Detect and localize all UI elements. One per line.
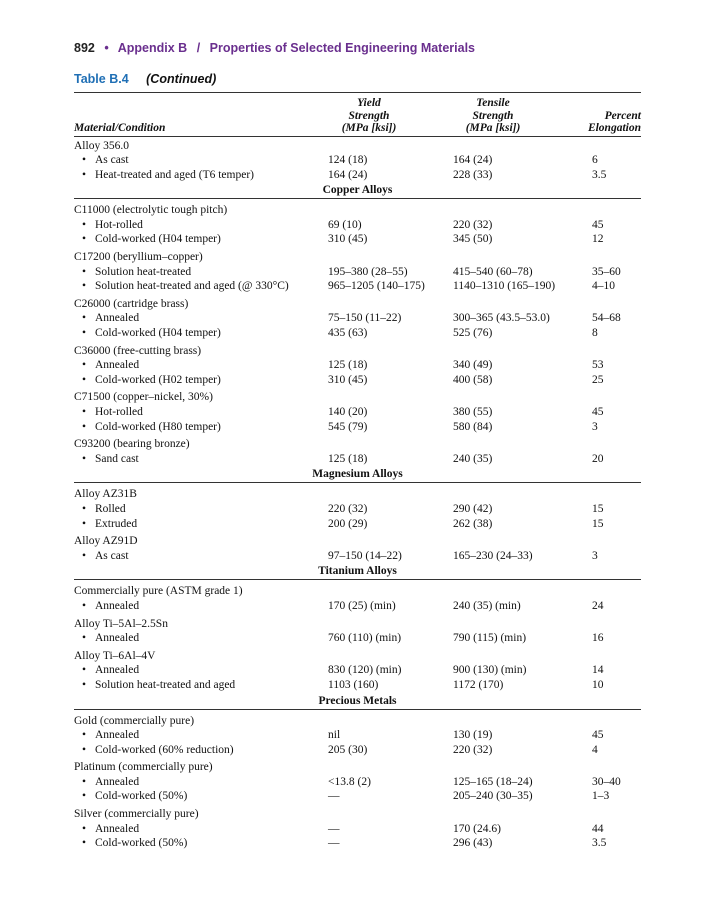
material-name: Alloy Ti–6Al–4V	[74, 649, 156, 662]
bullet-icon: •	[82, 233, 87, 246]
condition-label: Hot-rolled	[95, 218, 143, 231]
material-name: Commercially pure (ASTM grade 1)	[74, 585, 243, 598]
header-elongation-line2: Elongation	[587, 122, 641, 134]
table-continued: (Continued)	[146, 72, 217, 86]
condition-cell	[82, 405, 143, 420]
material-row	[74, 297, 641, 312]
elongation-value: 12	[592, 233, 604, 246]
material-name: C36000 (free-cutting brass)	[74, 344, 202, 357]
table-label: Table B.4	[74, 72, 129, 86]
header-tensile	[443, 97, 543, 135]
material-name: C71500 (copper–nickel, 30%)	[74, 391, 213, 404]
condition-label: Annealed	[95, 775, 140, 788]
yield-strength-value: 170 (25) (min)	[328, 599, 396, 612]
condition-label: Annealed	[95, 599, 140, 612]
section-heading	[74, 693, 641, 710]
tensile-strength-value: 262 (38)	[453, 517, 493, 530]
section-heading	[74, 563, 641, 580]
tensile-strength-value: 415–540 (60–78)	[453, 265, 533, 278]
condition-label: Annealed	[95, 632, 140, 645]
bullet-icon: •	[82, 729, 87, 742]
elongation-value: 15	[592, 502, 604, 515]
condition-cell	[82, 822, 139, 837]
condition-row	[74, 743, 641, 758]
header-yield	[319, 97, 419, 135]
header-yield-line3: (MPa [ksi])	[341, 122, 397, 134]
condition-cell	[82, 663, 139, 678]
yield-strength-value: 1103 (160)	[328, 678, 379, 691]
bullet-icon: •	[82, 420, 87, 433]
yield-strength-value: 97–150 (14–22)	[328, 549, 402, 562]
elongation-value: 53	[592, 359, 604, 372]
header-tensile-line3: (MPa [ksi])	[465, 122, 521, 134]
elongation-value: 45	[592, 729, 604, 742]
condition-cell	[82, 836, 187, 851]
bullet-icon: •	[82, 678, 87, 691]
condition-row	[74, 358, 641, 373]
condition-row	[74, 502, 641, 517]
condition-label: Annealed	[95, 664, 140, 677]
condition-row	[74, 631, 641, 646]
bullet-icon: •	[82, 743, 87, 756]
condition-row	[74, 836, 641, 851]
elongation-value: 35–60	[592, 265, 621, 278]
elongation-value: 45	[592, 218, 604, 231]
condition-row	[74, 311, 641, 326]
material-name: Alloy AZ31B	[74, 488, 137, 501]
material-row	[74, 203, 641, 218]
condition-row	[74, 452, 641, 467]
material-name: Alloy 356.0	[74, 139, 129, 152]
material-row	[74, 649, 641, 664]
page-number: 892	[74, 41, 95, 55]
elongation-value: 4–10	[592, 280, 615, 293]
elongation-value: 15	[592, 517, 604, 530]
yield-strength-value: 545 (79)	[328, 420, 368, 433]
yield-strength-value: —	[328, 790, 340, 803]
section-heading-text: Titanium Alloys	[318, 565, 397, 578]
condition-row	[74, 405, 641, 420]
tensile-strength-value: 130 (19)	[453, 729, 493, 742]
section-heading-text: Magnesium Alloys	[312, 468, 403, 481]
tensile-strength-value: 525 (76)	[453, 327, 493, 340]
appendix-title: Properties of Selected Engineering Materials	[209, 41, 476, 55]
condition-cell	[82, 153, 129, 168]
condition-label: Extruded	[95, 517, 138, 530]
header-elongation-line1: Percent	[604, 109, 641, 122]
elongation-value: 3.5	[592, 837, 607, 850]
material-row	[74, 487, 641, 502]
yield-strength-value: 205 (30)	[328, 743, 368, 756]
condition-row	[74, 265, 641, 280]
bullet-icon: •	[82, 373, 87, 386]
condition-cell	[82, 517, 137, 532]
condition-row	[74, 678, 641, 693]
elongation-value: 44	[592, 822, 604, 835]
bullet-icon: •	[82, 517, 87, 530]
header-tensile-line2: Strength	[472, 109, 514, 122]
bullet-icon: •	[82, 265, 87, 278]
condition-cell	[82, 265, 191, 280]
bullet-icon: •	[82, 154, 87, 167]
header-yield-line1: Yield	[357, 97, 381, 109]
condition-cell	[82, 358, 139, 373]
condition-row	[74, 822, 641, 837]
table-top-rule	[74, 92, 641, 93]
material-name: Gold (commercially pure)	[74, 714, 195, 727]
yield-strength-value: 965–1205 (140–175)	[328, 280, 425, 293]
condition-cell	[82, 420, 221, 435]
condition-row	[74, 663, 641, 678]
table-title	[74, 72, 216, 86]
bullet-icon: •	[82, 837, 87, 850]
bullet-icon: •	[82, 327, 87, 340]
tensile-strength-value: 164 (24)	[453, 154, 493, 167]
yield-strength-value: 310 (45)	[328, 233, 368, 246]
yield-strength-value: 310 (45)	[328, 373, 368, 386]
condition-label: Rolled	[95, 502, 126, 515]
bullet-icon: •	[82, 549, 87, 562]
elongation-value: 3	[592, 420, 598, 433]
tensile-strength-value: 165–230 (24–33)	[453, 549, 533, 562]
condition-cell	[82, 168, 254, 183]
condition-row	[74, 420, 641, 435]
running-head-divider: /	[196, 41, 201, 55]
table-header-rule	[74, 136, 641, 137]
tensile-strength-value: 296 (43)	[453, 837, 493, 850]
condition-cell	[82, 326, 221, 341]
condition-label: Cold-worked (H80 temper)	[95, 420, 221, 433]
tensile-strength-value: 290 (42)	[453, 502, 493, 515]
elongation-value: 10	[592, 678, 604, 691]
condition-label: Cold-worked (H04 temper)	[95, 233, 221, 246]
elongation-value: 14	[592, 664, 604, 677]
bullet-icon: •	[82, 790, 87, 803]
tensile-strength-value: 790 (115) (min)	[453, 632, 527, 645]
condition-cell	[82, 218, 143, 233]
yield-strength-value: —	[328, 837, 340, 850]
condition-cell	[82, 678, 235, 693]
tensile-strength-value: 900 (130) (min)	[453, 664, 527, 677]
condition-cell	[82, 743, 234, 758]
condition-label: Annealed	[95, 312, 140, 325]
header-elongation	[560, 110, 641, 135]
tensile-strength-value: 1140–1310 (165–190)	[453, 280, 556, 293]
tensile-strength-value: 345 (50)	[453, 233, 493, 246]
condition-cell	[82, 452, 139, 467]
yield-strength-value: 220 (32)	[328, 502, 368, 515]
elongation-value: 1–3	[592, 790, 610, 803]
bullet-icon: •	[82, 359, 87, 372]
tensile-strength-value: 170 (24.6)	[453, 822, 501, 835]
condition-cell	[82, 789, 187, 804]
elongation-value: 6	[592, 154, 598, 167]
condition-row	[74, 232, 641, 247]
header-material: Material/Condition	[74, 122, 166, 134]
bullet-icon: •	[82, 599, 87, 612]
tensile-strength-value: 228 (33)	[453, 168, 493, 181]
condition-row	[74, 373, 641, 388]
section-heading	[74, 466, 641, 483]
condition-cell	[82, 373, 221, 388]
condition-row	[74, 789, 641, 804]
section-heading-text: Precious Metals	[318, 694, 397, 707]
tensile-strength-value: 205–240 (30–35)	[453, 790, 533, 803]
condition-row	[74, 775, 641, 790]
yield-strength-value: <13.8 (2)	[328, 775, 371, 788]
condition-cell	[82, 279, 289, 294]
material-row	[74, 584, 641, 599]
tensile-strength-value: 340 (49)	[453, 359, 493, 372]
material-name: C26000 (cartridge brass)	[74, 297, 189, 310]
elongation-value: 24	[592, 599, 604, 612]
header-yield-line2: Strength	[348, 109, 390, 122]
tensile-strength-value: 380 (55)	[453, 406, 493, 418]
yield-strength-value: 164 (24)	[328, 168, 368, 181]
material-name: C93200 (bearing bronze)	[74, 438, 190, 451]
tensile-strength-value: 400 (58)	[453, 373, 493, 386]
condition-label: Annealed	[95, 822, 140, 835]
tensile-strength-value: 125–165 (18–24)	[453, 775, 533, 788]
condition-label: Cold-worked (H02 temper)	[95, 373, 221, 386]
condition-cell	[82, 728, 139, 743]
yield-strength-value: 125 (18)	[328, 359, 368, 372]
condition-cell	[82, 775, 139, 790]
tensile-strength-value: 220 (32)	[453, 218, 493, 231]
section-heading	[74, 182, 641, 199]
bullet-icon: •	[82, 312, 87, 325]
tensile-strength-value: 220 (32)	[453, 743, 493, 756]
tensile-strength-value: 1172 (170)	[453, 678, 504, 691]
bullet-icon: •	[82, 280, 87, 293]
condition-cell	[82, 232, 221, 247]
yield-strength-value: 69 (10)	[328, 218, 362, 231]
bullet-icon: •	[82, 406, 87, 418]
elongation-value: 45	[592, 406, 604, 418]
condition-row	[74, 728, 641, 743]
condition-label: Solution heat-treated	[95, 265, 192, 278]
bullet-icon: •	[82, 822, 87, 835]
material-name: Alloy Ti–5Al–2.5Sn	[74, 617, 168, 630]
condition-cell	[82, 311, 139, 326]
elongation-value: 16	[592, 632, 604, 645]
condition-row	[74, 326, 641, 341]
material-row	[74, 714, 641, 729]
material-row	[74, 250, 641, 265]
material-row	[74, 344, 641, 359]
condition-cell	[82, 549, 129, 564]
bullet-icon: •	[82, 775, 87, 788]
bullet-icon: •	[82, 452, 87, 465]
yield-strength-value: 75–150 (11–22)	[328, 312, 402, 325]
material-name: C17200 (beryllium–copper)	[74, 251, 203, 264]
condition-row	[74, 218, 641, 233]
elongation-value: 20	[592, 452, 604, 465]
condition-label: Sand cast	[95, 452, 139, 465]
tensile-strength-value: 580 (84)	[453, 420, 493, 433]
running-head	[74, 41, 475, 55]
condition-row	[74, 549, 641, 564]
material-row	[74, 617, 641, 632]
material-row	[74, 390, 641, 405]
yield-strength-value: 125 (18)	[328, 452, 368, 465]
elongation-value: 30–40	[592, 775, 621, 788]
material-row	[74, 534, 641, 549]
elongation-value: 54–68	[592, 312, 621, 325]
yield-strength-value: 435 (63)	[328, 327, 368, 340]
table-body	[74, 139, 641, 851]
elongation-value: 3	[592, 549, 598, 562]
material-name: Alloy AZ91D	[74, 535, 138, 548]
condition-label: Annealed	[95, 359, 140, 372]
condition-cell	[82, 599, 139, 614]
yield-strength-value: —	[328, 822, 340, 835]
tensile-strength-value: 240 (35) (min)	[453, 599, 521, 612]
condition-row	[74, 168, 641, 183]
bullet-icon: •	[82, 168, 87, 181]
condition-label: Hot-rolled	[95, 406, 143, 418]
material-name: Silver (commercially pure)	[74, 808, 199, 821]
bullet-icon: •	[82, 664, 87, 677]
material-row	[74, 139, 641, 154]
running-head-bullet: •	[104, 41, 109, 55]
material-row	[74, 760, 641, 775]
condition-row	[74, 153, 641, 168]
elongation-value: 4	[592, 743, 598, 756]
yield-strength-value: 200 (29)	[328, 517, 368, 530]
yield-strength-value: nil	[328, 729, 341, 742]
elongation-value: 25	[592, 373, 604, 386]
header-tensile-line1: Tensile	[476, 97, 510, 109]
yield-strength-value: 140 (20)	[328, 406, 368, 418]
bullet-icon: •	[82, 218, 87, 231]
condition-cell	[82, 631, 139, 646]
condition-label: Cold-worked (50%)	[95, 790, 188, 803]
material-name: C11000 (electrolytic tough pitch)	[74, 204, 228, 217]
condition-label: Cold-worked (H04 temper)	[95, 327, 221, 340]
condition-cell	[82, 502, 126, 517]
condition-label: Cold-worked (60% reduction)	[95, 743, 234, 756]
yield-strength-value: 760 (110) (min)	[328, 632, 402, 645]
condition-label: Cold-worked (50%)	[95, 837, 188, 850]
condition-label: Heat-treated and aged (T6 temper)	[95, 168, 254, 181]
yield-strength-value: 124 (18)	[328, 154, 368, 167]
bullet-icon: •	[82, 502, 87, 515]
condition-label: As cast	[95, 549, 129, 562]
yield-strength-value: 195–380 (28–55)	[328, 265, 408, 278]
elongation-value: 3.5	[592, 168, 607, 181]
condition-row	[74, 599, 641, 614]
material-name: Platinum (commercially pure)	[74, 761, 213, 774]
material-row	[74, 807, 641, 822]
condition-label: Annealed	[95, 729, 140, 742]
condition-row	[74, 279, 641, 294]
appendix-label: Appendix B	[117, 41, 188, 55]
material-row	[74, 437, 641, 452]
condition-label: As cast	[95, 154, 129, 167]
yield-strength-value: 830 (120) (min)	[328, 664, 402, 677]
elongation-value: 8	[592, 327, 598, 340]
tensile-strength-value: 240 (35)	[453, 452, 493, 465]
tensile-strength-value: 300–365 (43.5–53.0)	[453, 312, 550, 325]
section-heading-text: Copper Alloys	[322, 184, 393, 197]
condition-label: Solution heat-treated and aged (@ 330°C)	[95, 280, 289, 293]
condition-row	[74, 517, 641, 532]
bullet-icon: •	[82, 632, 87, 645]
condition-label: Solution heat-treated and aged	[95, 678, 236, 691]
